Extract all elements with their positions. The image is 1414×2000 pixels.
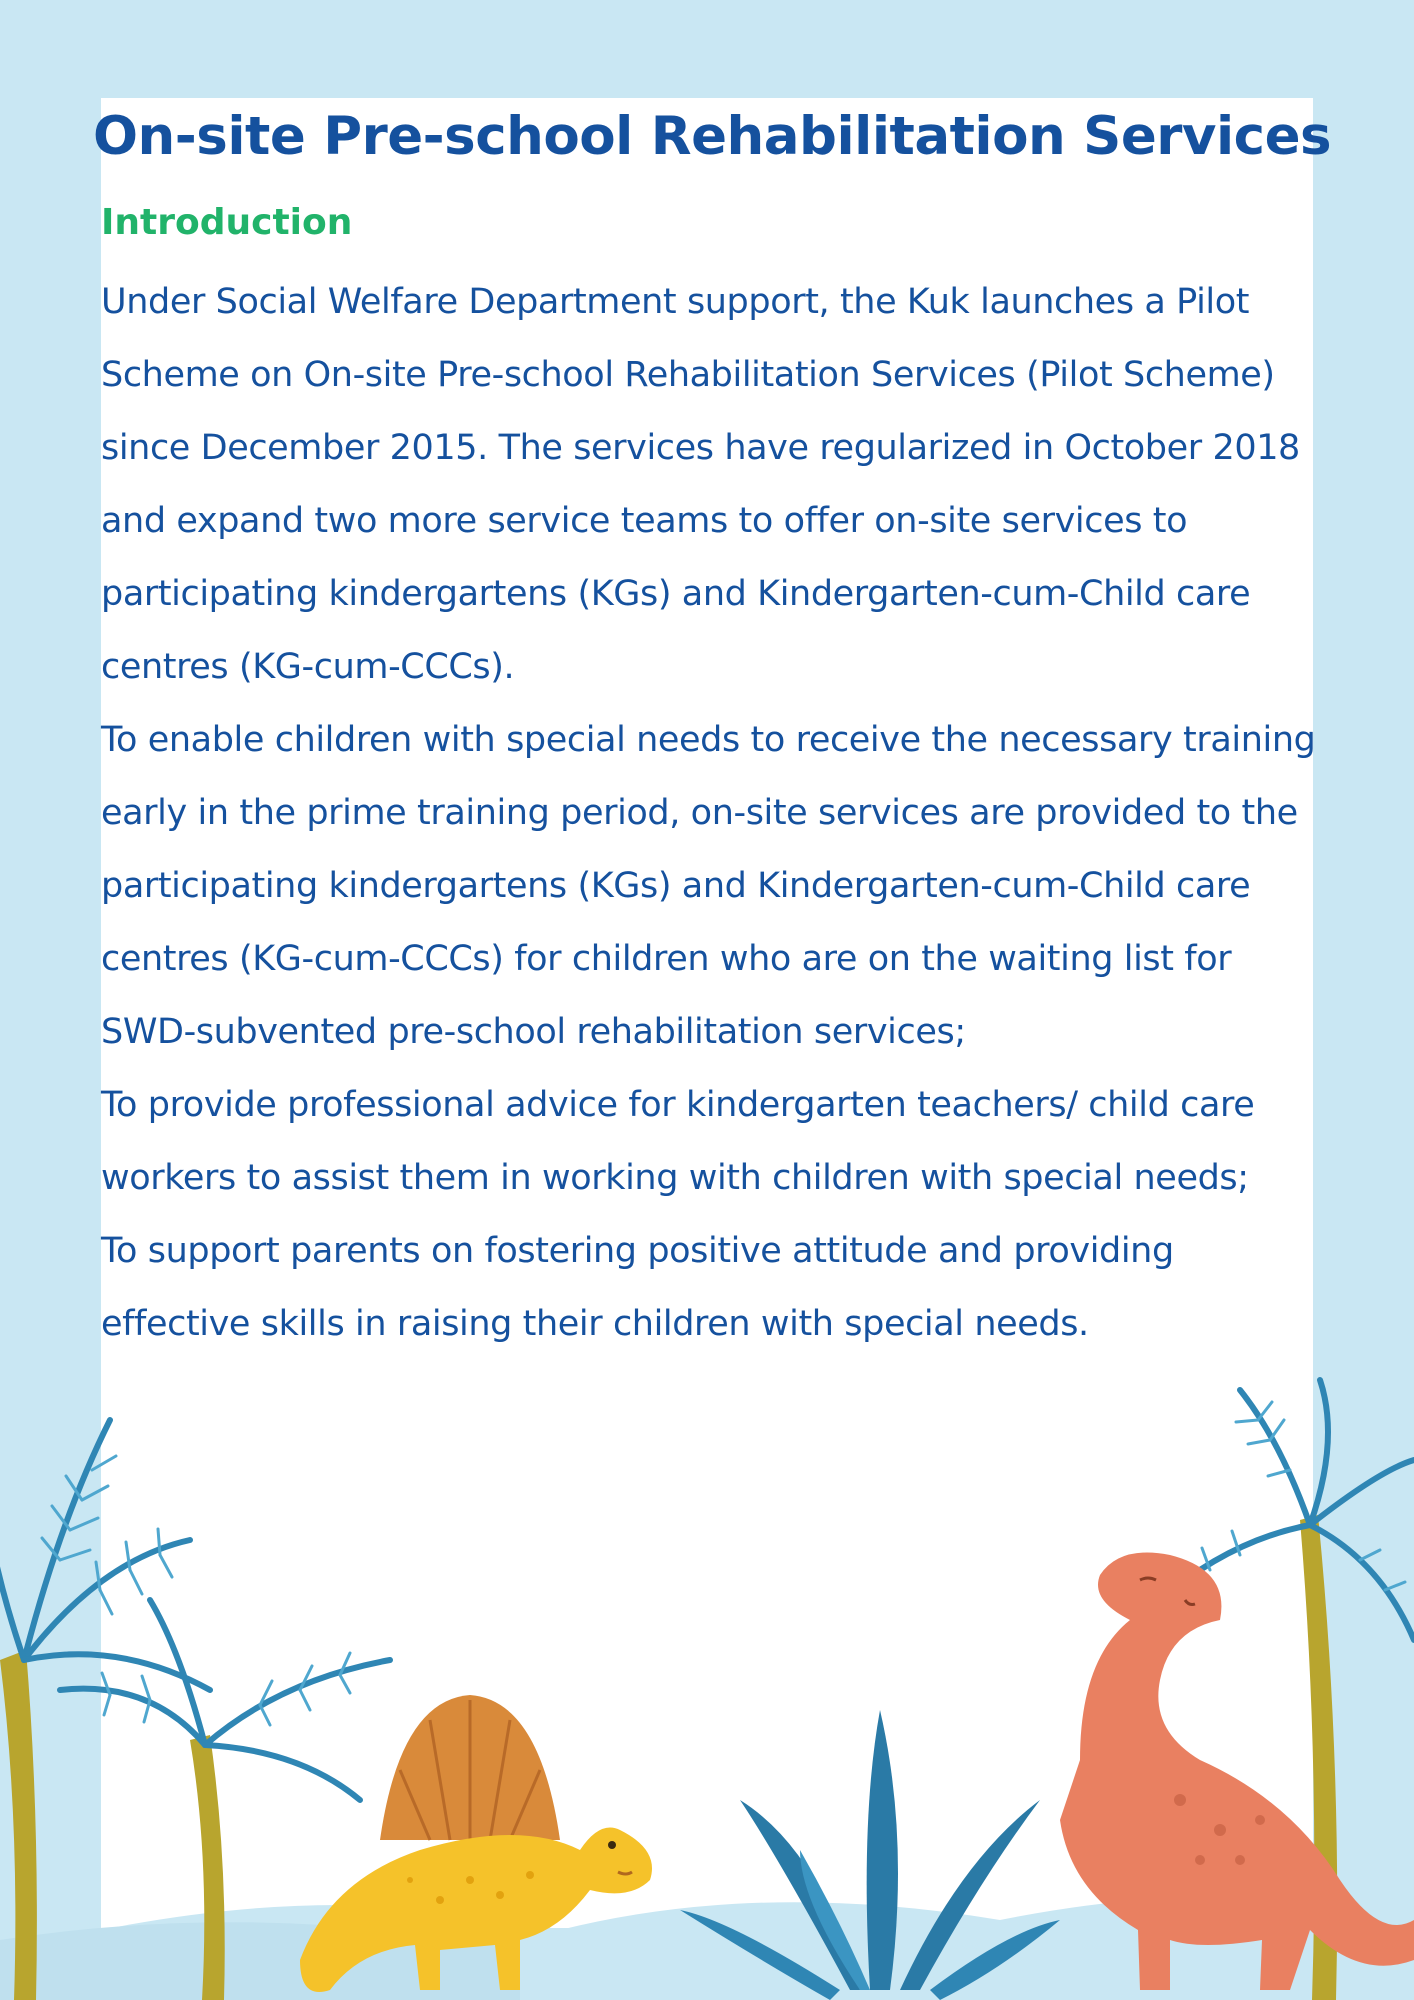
- paragraph: To provide professional advice for kindergarten teachers/ child care workers to assist them in working with children with special needs;: [101, 1085, 1255, 1198]
- paragraph: To support parents on fostering positive attitude and providing effective skills in raising their children with special needs.: [101, 1231, 1174, 1344]
- body-text: [101, 266, 1333, 1361]
- paragraph: Under Social Welfare Department support, the Kuk launches a Pilot Scheme on On-site Pre-school Rehabilitation Services (Pilot Scheme) since December 2015. The services have regularized in October 2018 and expand two more service teams to offer on-site services to participating kindergartens (KGs) and Kindergarten-cum-Child care centres (KG-cum-CCCs).: [101, 282, 1300, 687]
- page-title: On-site Pre-school Rehabilitation Services: [93, 106, 1332, 167]
- paragraph: To enable children with special needs to receive the necessary training early in the prime training period, on-site services are provided to the participating kindergartens (KGs) and Kindergarten-cum-Child care centres (KG-cum-CCCs) for children who are on the waiting list for SWD-subvented pre-school rehabilitation services;: [101, 720, 1316, 1052]
- section-heading: Introduction: [101, 202, 353, 243]
